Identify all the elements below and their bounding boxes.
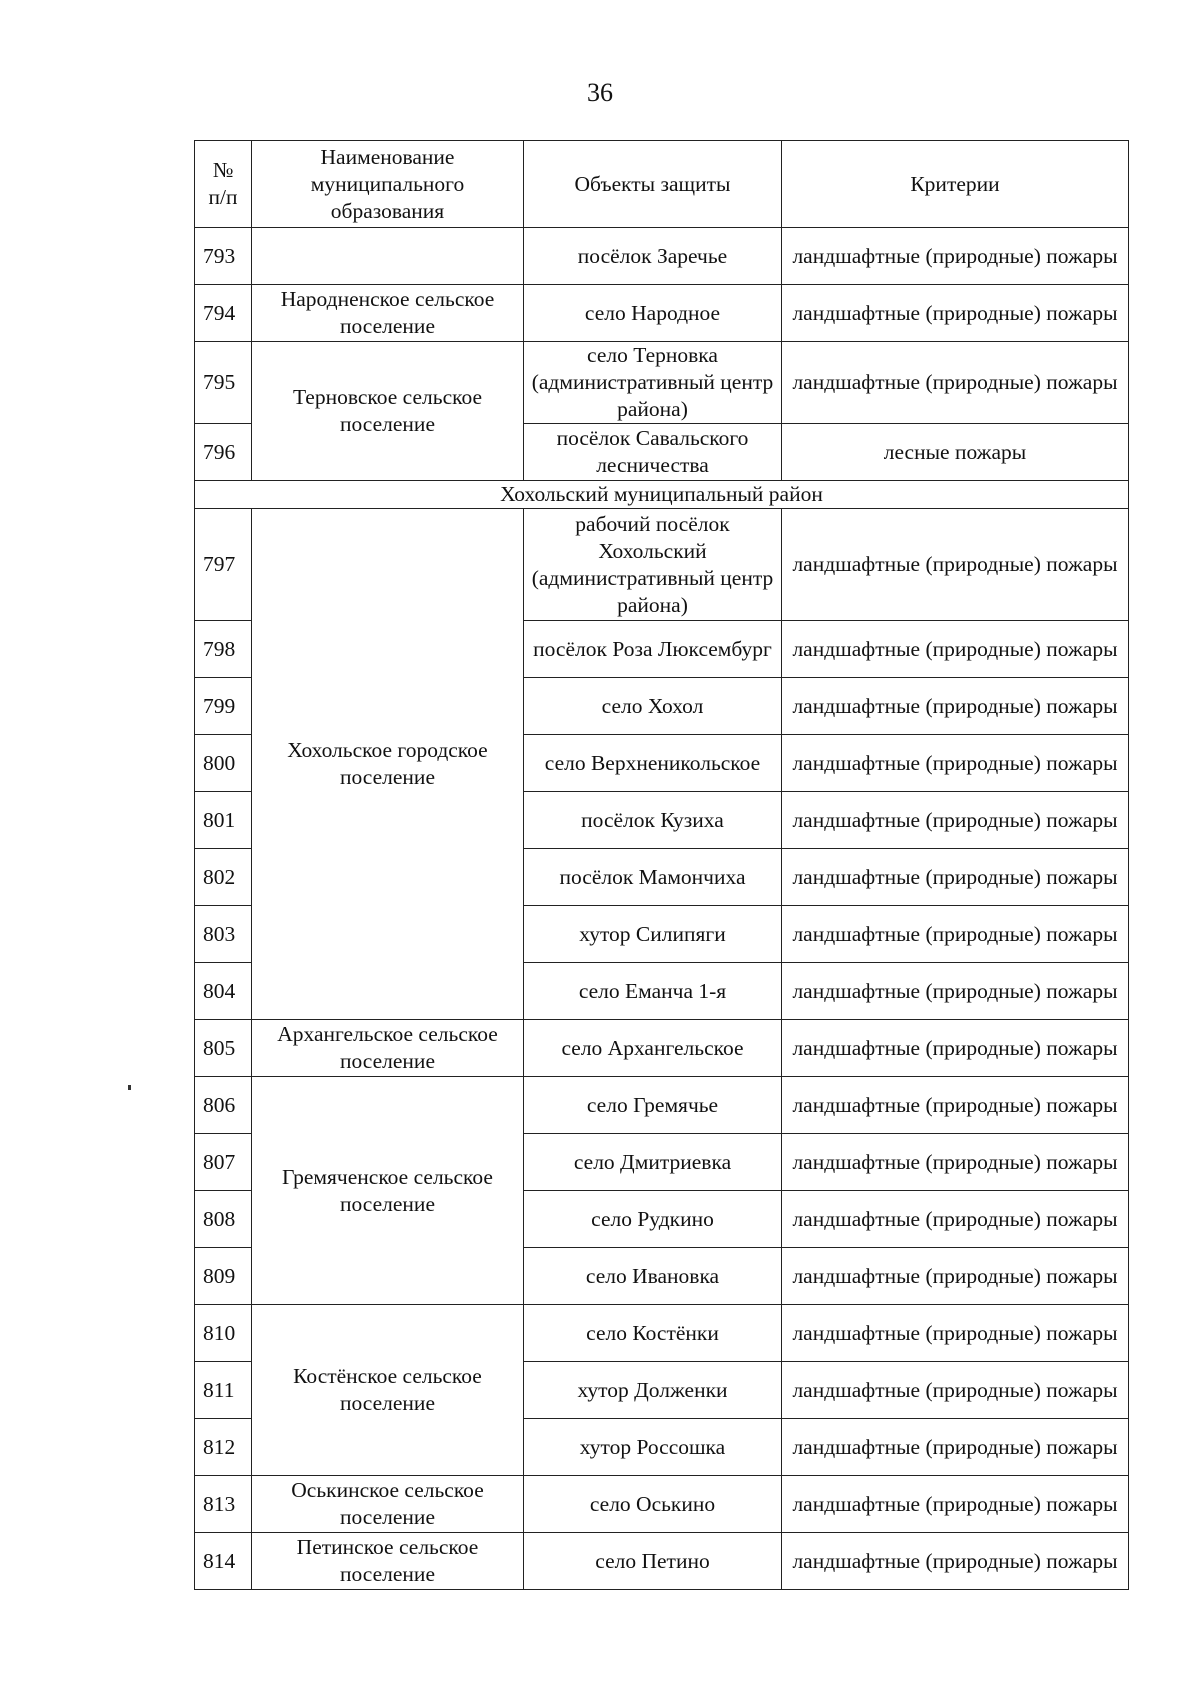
table-row (195, 228, 1129, 285)
row-municipality: Костёнское сельское поселение (252, 1305, 524, 1476)
row-criteria: ландшафтные (природные) пожары (782, 849, 1129, 906)
row-number: 814 (195, 1533, 252, 1590)
row-criteria: ландшафтные (природные) пожары (782, 1248, 1129, 1305)
table-row (195, 1305, 1129, 1362)
table-row (195, 1020, 1129, 1077)
row-criteria: ландшафтные (природные) пожары (782, 1419, 1129, 1476)
scan-speck (128, 1085, 131, 1090)
row-municipality: Оськинское сельское поселение (252, 1476, 524, 1533)
row-municipality (252, 228, 524, 285)
row-number: 805 (195, 1020, 252, 1077)
table-header-row (195, 141, 1129, 228)
row-object: село Оськино (524, 1476, 782, 1533)
row-criteria: ландшафтные (природные) пожары (782, 342, 1129, 424)
row-criteria: ландшафтные (природные) пожары (782, 285, 1129, 342)
row-number: 794 (195, 285, 252, 342)
row-criteria: ландшафтные (природные) пожары (782, 1077, 1129, 1134)
row-object: село Терновка (административный центр района) (524, 342, 782, 424)
register-table (194, 140, 1129, 1590)
row-criteria: ландшафтные (природные) пожары (782, 906, 1129, 963)
table-row (195, 285, 1129, 342)
row-number: 795 (195, 342, 252, 424)
row-object: рабочий посёлок Хохольский (административный центр района) (524, 509, 782, 621)
row-criteria: ландшафтные (природные) пожары (782, 792, 1129, 849)
row-number: 793 (195, 228, 252, 285)
row-object: посёлок Кузиха (524, 792, 782, 849)
row-municipality: Гремяченское сельское поселение (252, 1077, 524, 1305)
row-number: 808 (195, 1191, 252, 1248)
row-number: 813 (195, 1476, 252, 1533)
row-number: 796 (195, 424, 252, 481)
row-criteria: ландшафтные (природные) пожары (782, 1191, 1129, 1248)
table-row (195, 1533, 1129, 1590)
row-number: 799 (195, 678, 252, 735)
row-number: 812 (195, 1419, 252, 1476)
section-row (195, 481, 1129, 509)
row-criteria: ландшафтные (природные) пожары (782, 1305, 1129, 1362)
row-number: 806 (195, 1077, 252, 1134)
row-number: 797 (195, 509, 252, 621)
row-criteria: ландшафтные (природные) пожары (782, 621, 1129, 678)
table-row (195, 509, 1129, 621)
row-municipality: Народненское сельское поселение (252, 285, 524, 342)
row-object: хутор Долженки (524, 1362, 782, 1419)
row-object: село Гремячье (524, 1077, 782, 1134)
row-municipality: Петинское сельское поселение (252, 1533, 524, 1590)
row-municipality: Терновское сельское поселение (252, 342, 524, 481)
row-object: посёлок Роза Люксембург (524, 621, 782, 678)
row-number: 804 (195, 963, 252, 1020)
row-number: 803 (195, 906, 252, 963)
section-title: Хохольский муниципальный район (195, 481, 1129, 509)
row-object: село Ивановка (524, 1248, 782, 1305)
row-number: 802 (195, 849, 252, 906)
table-row (195, 1077, 1129, 1134)
table-row (195, 342, 1129, 424)
row-number: 798 (195, 621, 252, 678)
header-objects: Объекты защиты (524, 141, 782, 228)
row-criteria: ландшафтные (природные) пожары (782, 963, 1129, 1020)
row-criteria: лесные пожары (782, 424, 1129, 481)
row-object: село Народное (524, 285, 782, 342)
row-municipality: Архангельское сельское поселение (252, 1020, 524, 1077)
row-criteria: ландшафтные (природные) пожары (782, 735, 1129, 792)
row-object: село Хохол (524, 678, 782, 735)
row-number: 801 (195, 792, 252, 849)
row-criteria: ландшафтные (природные) пожары (782, 678, 1129, 735)
row-criteria: ландшафтные (природные) пожары (782, 1476, 1129, 1533)
row-criteria: ландшафтные (природные) пожары (782, 228, 1129, 285)
row-number: 809 (195, 1248, 252, 1305)
row-object: село Еманча 1-я (524, 963, 782, 1020)
row-object: хутор Россошка (524, 1419, 782, 1476)
row-object: село Костёнки (524, 1305, 782, 1362)
header-municipality: Наименование муниципального образования (252, 141, 524, 228)
row-number: 800 (195, 735, 252, 792)
header-criteria: Критерии (782, 141, 1129, 228)
row-criteria: ландшафтные (природные) пожары (782, 1533, 1129, 1590)
row-criteria: ландшафтные (природные) пожары (782, 1020, 1129, 1077)
row-number: 811 (195, 1362, 252, 1419)
table-row (195, 1476, 1129, 1533)
row-object: посёлок Заречье (524, 228, 782, 285)
row-object: село Петино (524, 1533, 782, 1590)
row-criteria: ландшафтные (природные) пожары (782, 1134, 1129, 1191)
row-object: хутор Силипяги (524, 906, 782, 963)
row-object: посёлок Мамончиха (524, 849, 782, 906)
row-object: посёлок Савальского лесничества (524, 424, 782, 481)
row-criteria: ландшафтные (природные) пожары (782, 1362, 1129, 1419)
header-num: № п/п (195, 141, 252, 228)
row-municipality: Хохольское городское поселение (252, 509, 524, 1020)
row-object: село Рудкино (524, 1191, 782, 1248)
row-number: 807 (195, 1134, 252, 1191)
row-criteria: ландшафтные (природные) пожары (782, 509, 1129, 621)
row-object: село Верхненикольское (524, 735, 782, 792)
row-number: 810 (195, 1305, 252, 1362)
page-number: 36 (587, 78, 613, 107)
row-object: село Дмитриевка (524, 1134, 782, 1191)
row-object: село Архангельское (524, 1020, 782, 1077)
